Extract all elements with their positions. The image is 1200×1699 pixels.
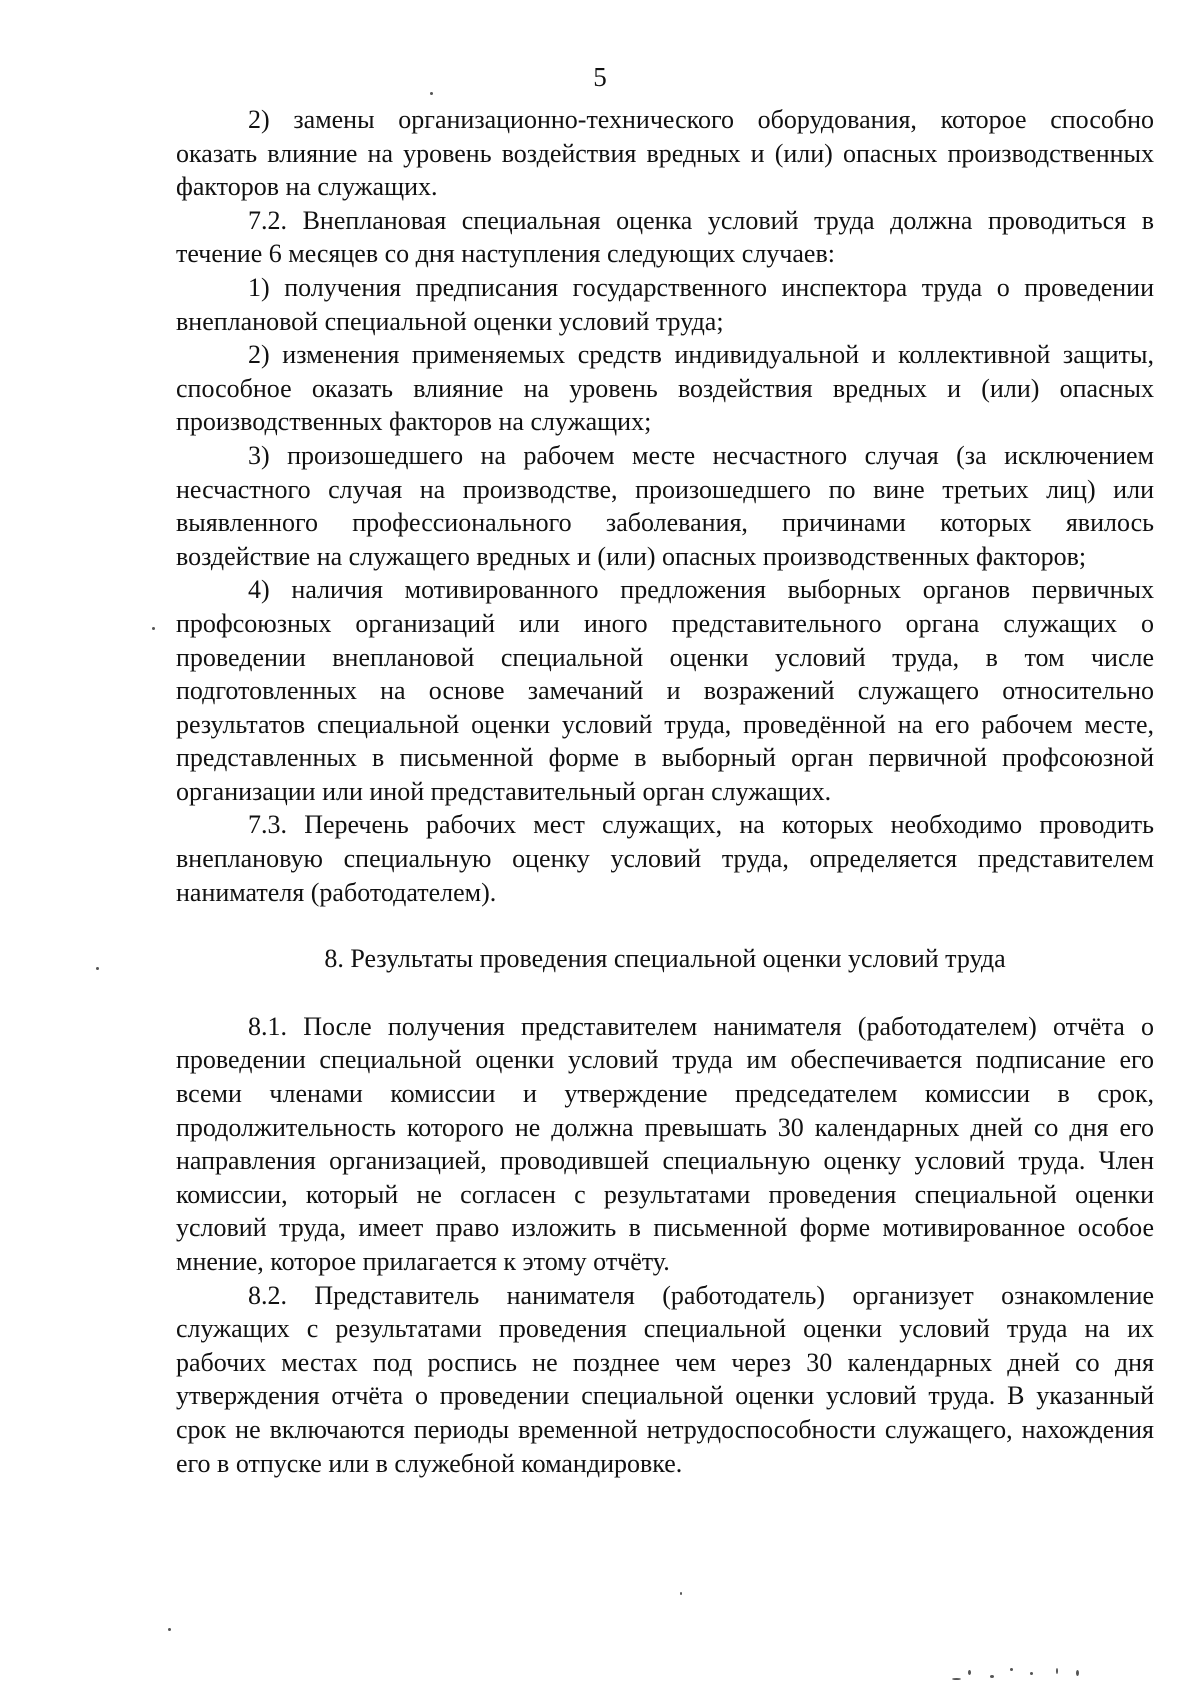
scan-speck xyxy=(168,1628,171,1631)
scan-speck xyxy=(952,1678,961,1680)
scan-speck xyxy=(430,92,433,95)
section-heading: 8. Результаты проведения специальной оценки условий труда xyxy=(324,944,1006,974)
scan-speck xyxy=(1010,1668,1013,1671)
paragraph-item-1-order: 1) получения предписания государственного инспектора труда о проведении внеплановой специальной оценки условий труда; xyxy=(176,272,1154,336)
scan-speck xyxy=(1076,1670,1079,1676)
scan-speck xyxy=(1030,1672,1033,1675)
scan-speck xyxy=(96,967,99,970)
page-number: 5 xyxy=(593,62,607,92)
paragraph-7-2: 7.2. Внеплановая специальная оценка условий труда должна проводиться в течение 6 месяцев со дня наступления следующих случаев: xyxy=(176,205,1154,269)
scan-speck xyxy=(1056,1668,1058,1674)
paragraph-8-2: 8.2. Представитель нанимателя (работодатель) организует ознакомление служащих с результатами проведения специальной оценки условий труда на их рабочих местах под роспись не позднее чем через 30 календарных дней со дня утверждения отчёта о проведении специальной оценки условий труда. В указанный срок не включаются периоды временной нетрудоспособности служащего, нахождения его в отпуске или в служебной командировке. xyxy=(176,1280,1154,1478)
paragraph-item-3-accident: 3) произошедшего на рабочем месте несчастного случая (за исключением несчастного случая на производстве, произошедшего по вине третьих лиц) или выявленного профессионального заболевания, причинами которых явилось воздействие на служащего вредных и (или) опасных производственных факторов; xyxy=(176,440,1154,571)
paragraph-7-3: 7.3. Перечень рабочих мест служащих, на которых необходимо проводить внеплановую специальную оценку условий труда, определяется представителем нанимателя (работодателем). xyxy=(176,810,1154,907)
scan-speck xyxy=(990,1675,994,1678)
paragraph-item-2-protection: 2) изменения применяемых средств индивидуальной и коллективной защиты, способное оказать влияние на уровень воздействия вредных и (или) опасных производственных факторов на служащих; xyxy=(176,340,1154,437)
paragraph-item-2-replacement: 2) замены организационно-технического оборудования, которое способно оказать влияние на уровень воздействия вредных и (или) опасных производственных факторов на служащих. xyxy=(176,105,1154,202)
scan-speck xyxy=(152,627,155,630)
document-body xyxy=(176,103,1154,1480)
scan-speck xyxy=(968,1670,971,1675)
paragraph-8-1: 8.1. После получения представителем нанимателя (работодателем) отчёта о проведении специальной оценки условий труда им обеспечивается подписание его всеми членами комиссии и утверждение председателем комиссии в срок, продолжительность которого не должна превышать 30 календарных дней со дня его направления организацией, проводившей специальную оценку условий труда. Член комиссии, который не согласен с результатами проведения специальной оценки условий труда, имеет право изложить в письменной форме мотивированное особое мнение, которое прилагается к этому отчёту. xyxy=(176,1011,1154,1276)
scan-speck xyxy=(680,1592,682,1595)
paragraph-item-4-proposal: 4) наличия мотивированного предложения выборных органов первичных профсоюзных организаций или иного представительного органа служащих о проведении внеплановой специальной оценки условий труда, в том числе подготовленных на основе замечаний и возражений служащего относительно результатов специальной оценки условий труда, проведённой на его рабочем месте, представленных в письменной форме в выборный орган первичной профсоюзной организации или иной представительный орган служащих. xyxy=(176,575,1154,806)
